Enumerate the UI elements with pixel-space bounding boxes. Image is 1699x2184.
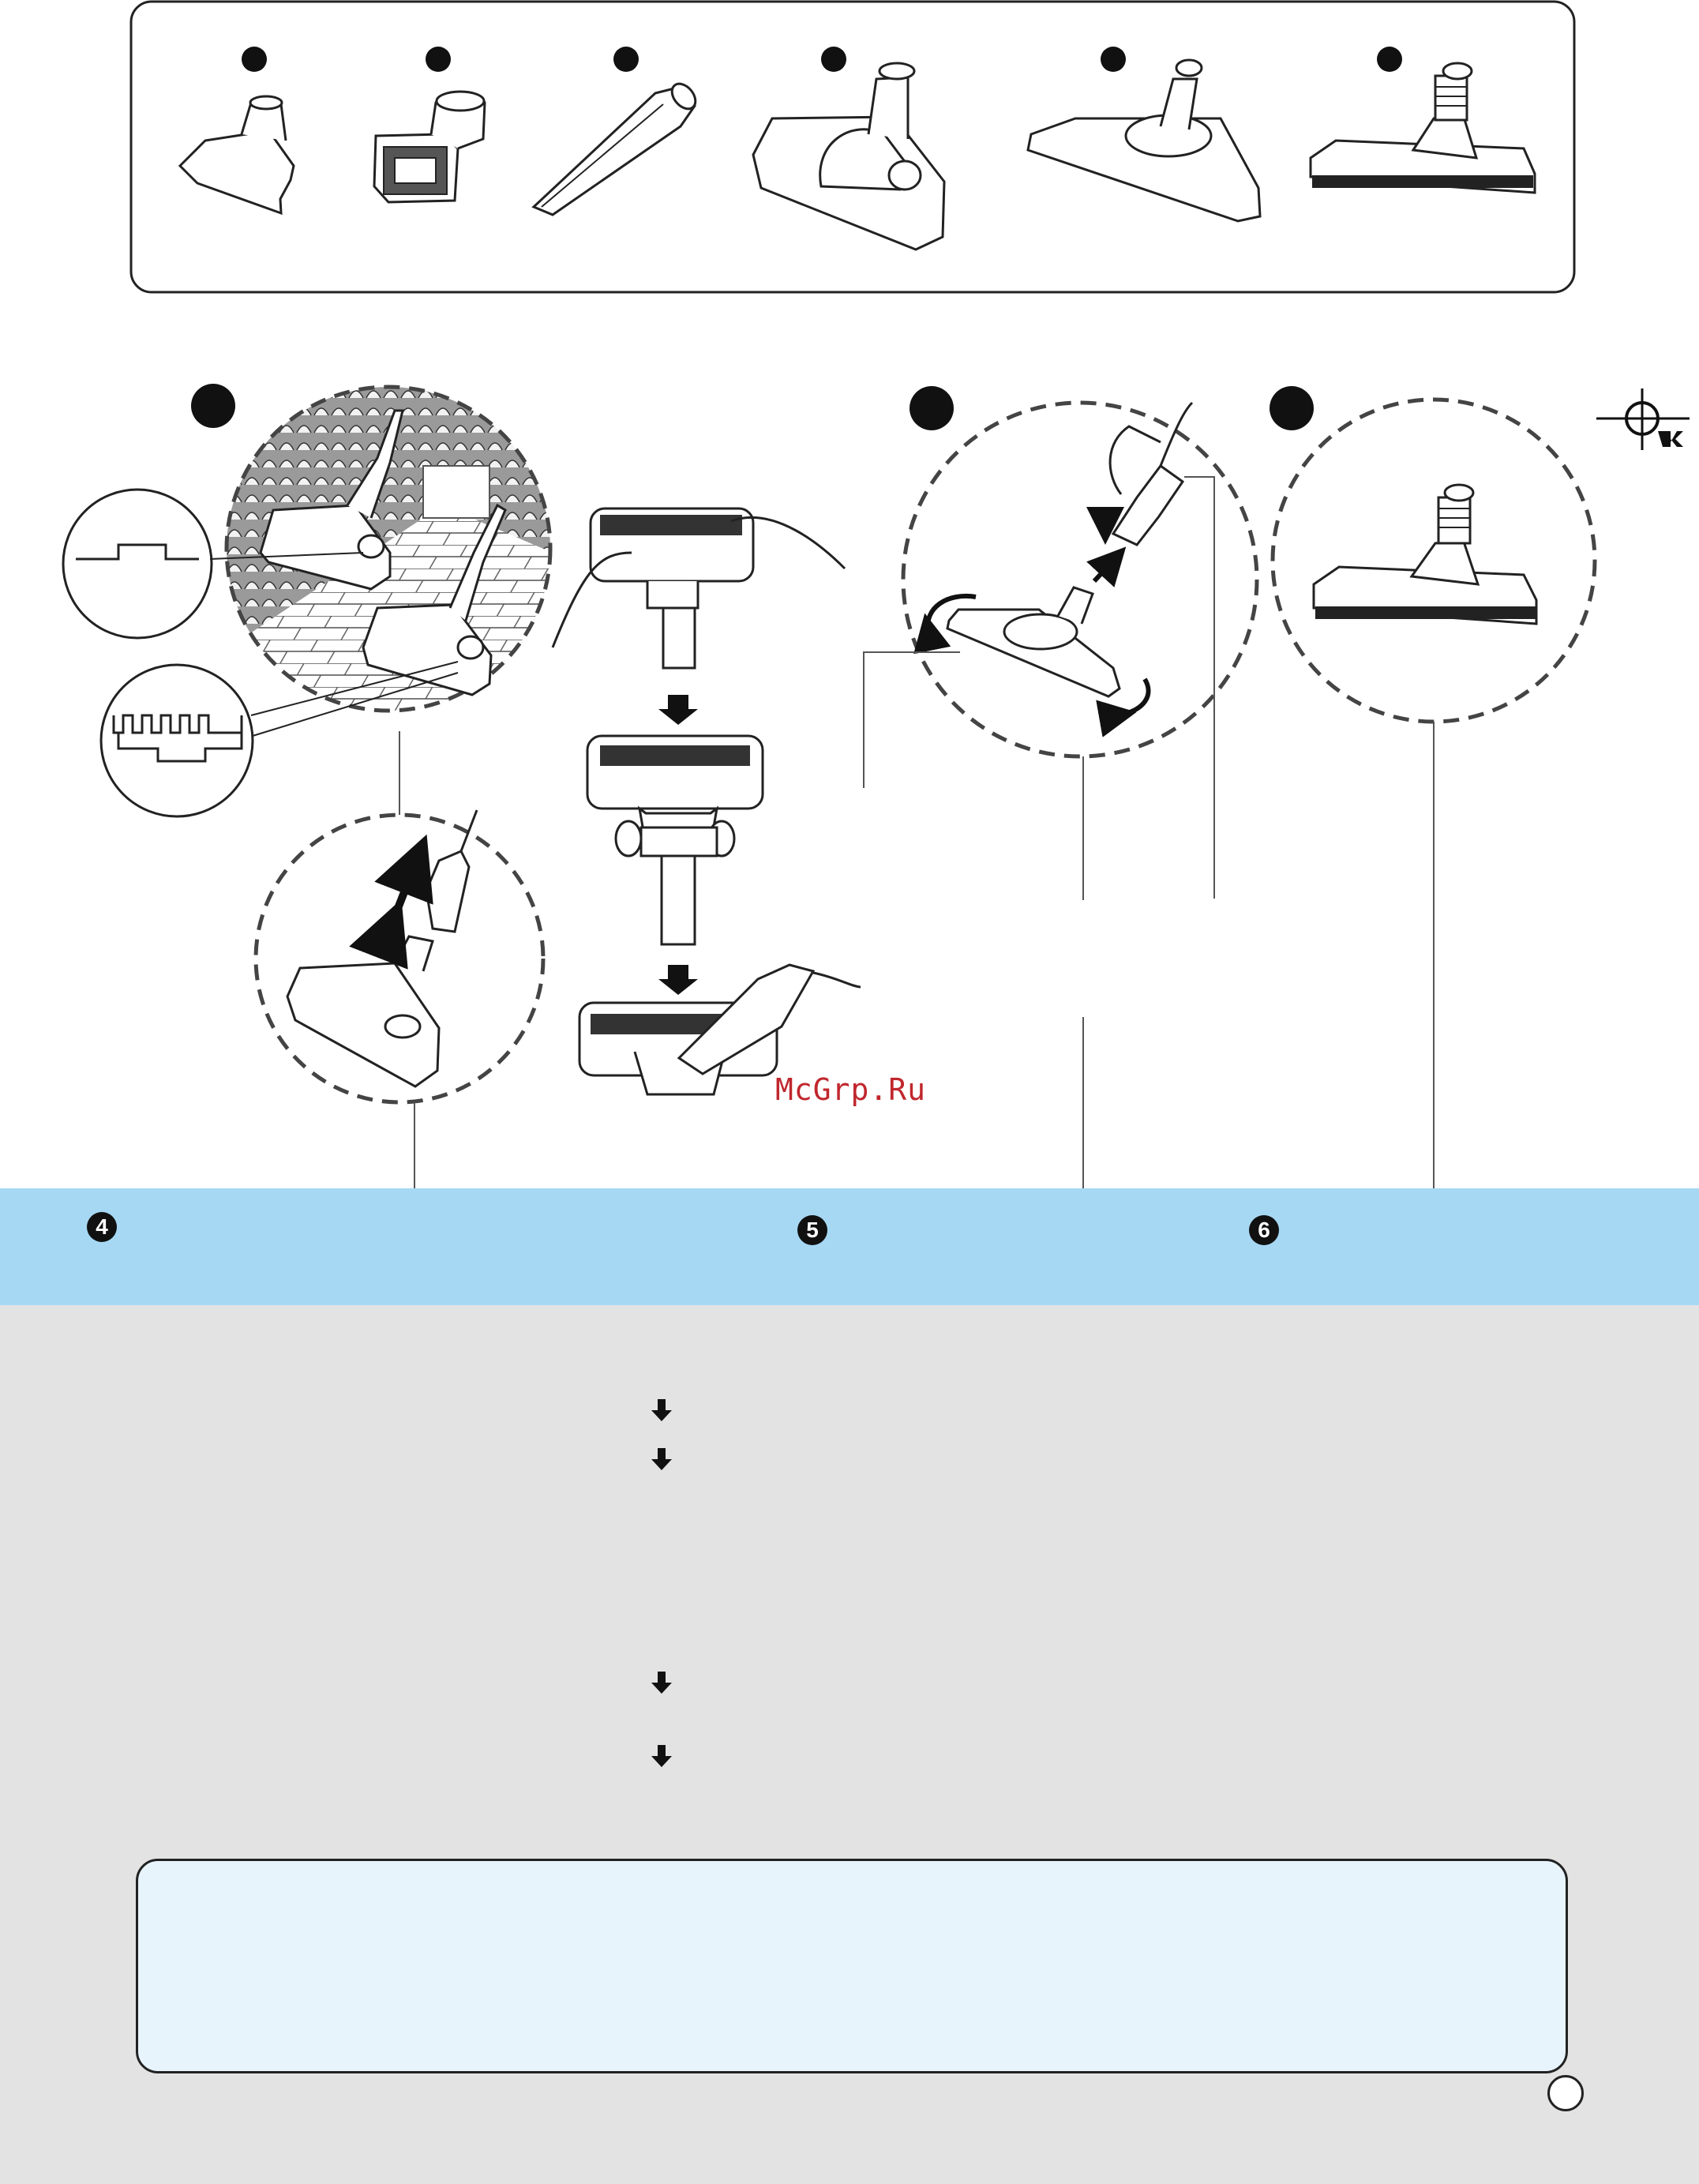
section-number-4: 4 xyxy=(87,1212,117,1242)
section-number-5: 5 xyxy=(797,1215,827,1245)
step-arrow-2 xyxy=(658,965,698,995)
note-box xyxy=(136,1859,1568,2073)
down-arrow-icon xyxy=(651,1399,672,1421)
section-number-6: 6 xyxy=(1249,1215,1279,1245)
down-arrow-icon xyxy=(651,1672,672,1694)
step-arrow-1 xyxy=(658,695,698,725)
nozzle-step-1-icon xyxy=(553,508,845,668)
section-header-band xyxy=(0,1188,1699,1305)
watermark: McGrp.Ru xyxy=(775,1072,927,1107)
nozzle-step-2-icon xyxy=(587,736,763,944)
page-number-circle xyxy=(1547,2075,1584,2111)
down-arrow-icon xyxy=(651,1448,672,1470)
registration-mark-icon xyxy=(1596,388,1690,450)
down-arrow-icon xyxy=(651,1745,672,1767)
